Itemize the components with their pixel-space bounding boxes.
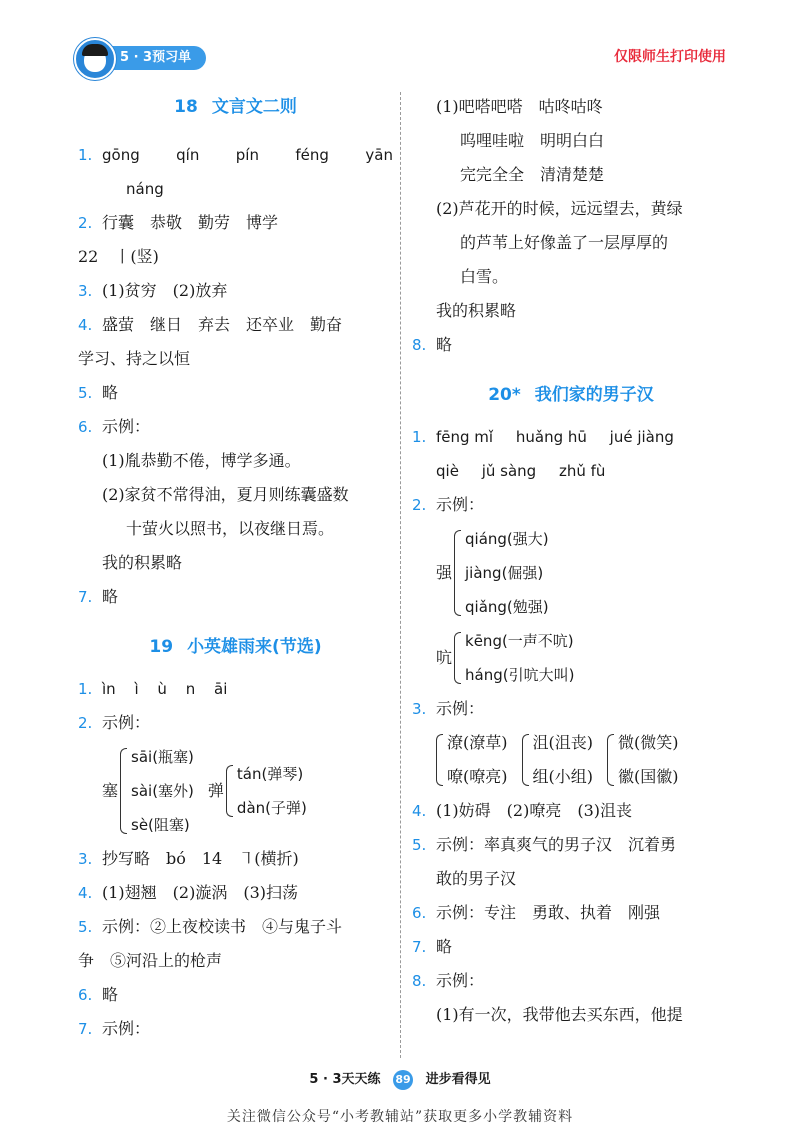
answer-item: 2. 示例： 强 qiáng(强大) jiàng(倔强) qiǎng(勉强) 吭 kēng(一声不吭) háng(引吭大叫) (412, 488, 730, 692)
answer-item: 3. 抄写略 bó 14 ㇕(横折) (78, 849, 299, 868)
polyphone-dan: 弹 tán(弹琴) dàn(子弹) (207, 765, 307, 817)
polyphone-keng: 吭 kēng(一声不吭) háng(引吭大叫) (436, 632, 575, 684)
answer-item: 7. 略 (78, 587, 119, 606)
answer-item: 6. 示例：专注 勇敢、执着 刚强 (412, 903, 661, 922)
answer-item: 7. 示例： (78, 1019, 151, 1038)
answer-item: 4. (1)妨碍 (2)嘹亮 (3)沮丧 (412, 801, 632, 820)
pinyin-row: fēng mǐ huǎng hū jué jiàng (436, 428, 674, 446)
answer-item: 1. ìn ì ù n āi (78, 672, 393, 706)
answer-item: 2. 示例： 塞 sāi(瓶塞) sài(塞外) sè(阻塞) 弹 tán(弹琴) dàn(子弹) (78, 706, 393, 842)
print-notice: 仅限师生打印使用 (614, 49, 726, 65)
column-divider (400, 92, 401, 1058)
answer-item: 5. 示例：率真爽气的男子汉 沉着勇 敢的男子汉 (412, 835, 677, 888)
section-title-20: 20* 我们家的男子汉 (488, 385, 654, 405)
polyphone-group (102, 740, 393, 842)
pinyin-row: qiè jǔ sàng zhǔ fù (436, 462, 606, 480)
answer-continued: (1)吧嗒吧嗒 咕咚咕咚 呜哩哇啦 明明白白 完完全全 清清楚楚 (2)芦花开的时候，远远望去，黄绿 的芦苇上好像盖了一层厚厚的 白雪。 我的积累略 (436, 97, 683, 320)
page-number: 89 (393, 1070, 413, 1090)
pinyin-row: gōng qín pín féng yān (102, 146, 393, 164)
answer-item: 1. gōng qín pín féng yān náng (78, 138, 393, 206)
answer-item: 6. 示例： (1)胤恭勤不倦，博学多通。 (2)家贫不常得油，夏月则练囊盛数 十萤火以照书，以夜继日焉。 我的积累略 (78, 417, 349, 572)
answer-item: 8. 略 (412, 335, 453, 354)
answer-item: 5. 示例：②上夜校读书 ④与鬼子斗 争 ⑤河沿上的枪声 (78, 917, 343, 970)
answer-item: 6. 略 (78, 985, 119, 1004)
section-title-18: 18 文言文二则 (174, 97, 297, 117)
left-column (78, 90, 393, 1046)
answer-item: 1. fēng mǐ huǎng hū jué jiàng qiè jǔ sàng zhǔ fù (412, 420, 730, 488)
pinyin-row: ìn ì ù n āi (102, 680, 228, 698)
page-footer (0, 1068, 800, 1090)
answer-item: 3. 示例： 潦(潦草) 嘹(嘹亮) 沮(沮丧) 组(小组) 微(微笑) 徽(国徽) (412, 692, 730, 794)
polyphone-qiang: 强 qiáng(强大) jiàng(倔强) qiǎng(勉强) (436, 530, 549, 616)
right-column (412, 90, 730, 1032)
section-title-19: 19 小英雄雨来(节选) (149, 637, 322, 657)
footer-right: 进步看得见 (425, 1072, 491, 1087)
polyphone-sai: 塞 sāi(瓶塞) sài(塞外) sè(阻塞) (102, 748, 194, 834)
answer-item: 3. (1)贫穷 (2)放弃 (78, 281, 228, 300)
answer-item: 8. 示例： (1)有一次，我带他去买东西，他提 (412, 971, 683, 1024)
answer-item: 2. 行囊 恭敬 勤劳 博学 22 丨(竖) (78, 213, 279, 266)
footer-note: 关注微信公众号“小考教辅站”获取更多小学教辅资料 (226, 1109, 574, 1125)
mascot-icon (74, 38, 116, 80)
badge-label: 5 · 3预习单 (96, 46, 206, 70)
answer-item: 4. (1)翅翘 (2)漩涡 (3)扫荡 (78, 883, 298, 902)
answer-item: 4. 盛萤 继日 弃去 还卒业 勤奋 学习、持之以恒 (78, 315, 343, 368)
footer-left: 5 · 3天天练 (309, 1072, 381, 1087)
answer-item: 7. 略 (412, 937, 453, 956)
similar-char-group: 潦(潦草) 嘹(嘹亮) 沮(沮丧) 组(小组) 微(微笑) 徽(国徽) (436, 726, 730, 794)
header-badge (74, 38, 206, 72)
answer-item: 5. 略 (78, 383, 119, 402)
